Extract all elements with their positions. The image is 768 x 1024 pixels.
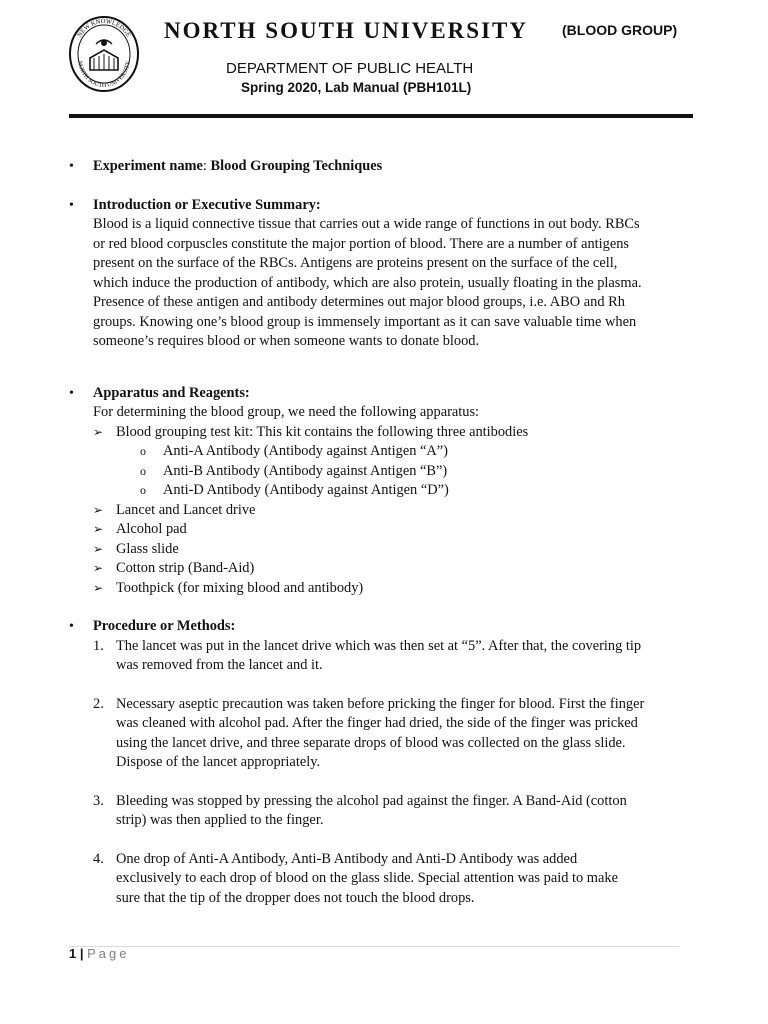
circle-bullet-icon: o [140,483,146,497]
circle-bullet-icon: o [140,463,146,478]
apparatus-section [69,384,676,599]
bullet-icon: • [69,619,74,634]
page-footer [69,946,130,961]
step-line: was removed from the lancet and it. [116,657,323,673]
antibody-item: Anti-B Antibody (Antibody against Antigen “B”) [163,462,448,479]
header-divider [69,114,693,118]
arrow-bullet-icon: ➢ [93,502,104,517]
seal-text-bottom: NORTH SOUTH UNIVERSITY [76,60,132,90]
list-item [93,540,676,560]
apparatus-item: Toothpick (for mixing blood and antibody) [116,579,364,596]
step-line: was cleaned with alcohol pad. After the finger had dried, the side of the finger was pricked [116,715,638,731]
arrow-bullet-icon: ➢ [93,424,104,439]
bullet-icon: • [69,197,74,213]
list-item [93,423,676,443]
blood-group-tag: (BLOOD GROUP) [562,22,678,38]
list-item [93,442,676,462]
page-number: 1 [69,946,77,961]
apparatus-item: Alcohol pad [116,521,187,537]
intro-line: or red blood corpuscles constitute the major portion of blood. There are a number of antigens [93,235,630,252]
procedure-step [93,792,676,831]
step-number: 1. [93,637,104,654]
step-number: 4. [93,850,104,867]
list-item [93,559,676,579]
experiment-name: Blood Grouping Techniques [210,158,383,174]
semester-label: Spring 2020, Lab Manual (PBH101L) [241,80,472,95]
introduction-heading: Introduction or Executive Summary: [93,196,321,213]
procedure-heading: Procedure or Methods: [93,618,236,634]
arrow-bullet-icon: ➢ [93,580,104,595]
step-line: Bleeding was stopped by pressing the alcohol pad against the finger. A Band-Aid (cotton [116,792,627,809]
step-line: sure that the tip of the dropper does not touch the blood drops. [116,889,475,906]
university-seal-icon [68,14,140,94]
page-separator: | [79,946,84,961]
bullet-icon: • [69,385,74,401]
list-item [93,520,676,540]
step-line: using the lancet drive, and three separate drops of blood was collected on the glass slide. [116,734,626,751]
department-title: DEPARTMENT OF PUBLIC HEALTH [226,60,474,77]
list-item [93,462,676,482]
procedure-step [93,850,676,909]
experiment-section: • Experiment name: Blood Grouping Techniques [93,157,676,177]
apparatus-item: Glass slide [116,540,179,557]
footer-divider [69,946,679,947]
page-label: Page [87,946,130,961]
step-line: The lancet was put in the lancet drive which was then set at “5”. After that, the covering tip [116,637,642,654]
university-title: NORTH SOUTH UNIVERSITY [164,18,528,43]
arrow-bullet-icon: ➢ [93,541,104,556]
procedure-step [93,695,676,773]
apparatus-heading: Apparatus and Reagents: [93,384,250,401]
intro-line: groups. Knowing one’s blood group is immensely important as it can save valuable time when [93,313,637,330]
kit-label: Blood grouping test kit: This kit contains the following three antibodies [116,423,529,440]
intro-line: someone’s requires blood or when someone wants to donate blood. [93,333,480,349]
arrow-bullet-icon: ➢ [93,561,104,575]
list-item [93,579,676,599]
apparatus-item: Lancet and Lancet drive [116,501,256,518]
document-body [69,155,676,908]
antibody-item: Anti-D Antibody (Antibody against Antigen “D”) [163,482,449,498]
experiment-label: Experiment name [93,158,203,174]
apparatus-intro: For determining the blood group, we need the following apparatus: [93,404,480,420]
step-line: One drop of Anti-A Antibody, Anti-B Antibody and Anti-D Antibody was added [116,850,578,867]
intro-line: Blood is a liquid connective tissue that carries out a wide range of functions in out body. RBCs [93,216,640,232]
apparatus-item: Cotton strip (Band-Aid) [116,560,255,576]
arrow-bullet-icon: ➢ [93,522,104,536]
step-line: Necessary aseptic precaution was taken before pricking the finger for blood. First the finger [116,695,645,712]
intro-line: which induce the production of antibody, which are also protein, usually floating in the plasma. [93,274,642,291]
seal-text-top: NEW KNOWLEDGE [76,17,132,39]
intro-line: present on the surface of the RBCs. Antigens are proteins present on the surface of the cell, [93,255,618,271]
step-number: 2. [93,695,104,712]
step-line: exclusively to each drop of blood on the glass slide. Special attention was paid to make [116,870,618,886]
procedure-section [69,617,676,908]
circle-bullet-icon: o [140,444,146,458]
intro-line: Presence of these antigen and antibody determines out major blood groups, i.e. ABO and Rh [93,294,625,310]
page-header [0,0,768,130]
step-line: Dispose of the lancet appropriately. [116,754,321,770]
step-number: 3. [93,792,104,809]
introduction-section [69,196,676,352]
procedure-step [93,637,676,676]
bullet-icon: • [69,159,74,174]
list-item [93,501,676,521]
list-item [93,481,676,501]
step-line: strip) was then applied to the finger. [116,812,324,828]
antibody-item: Anti-A Antibody (Antibody against Antigen “A”) [163,443,448,459]
